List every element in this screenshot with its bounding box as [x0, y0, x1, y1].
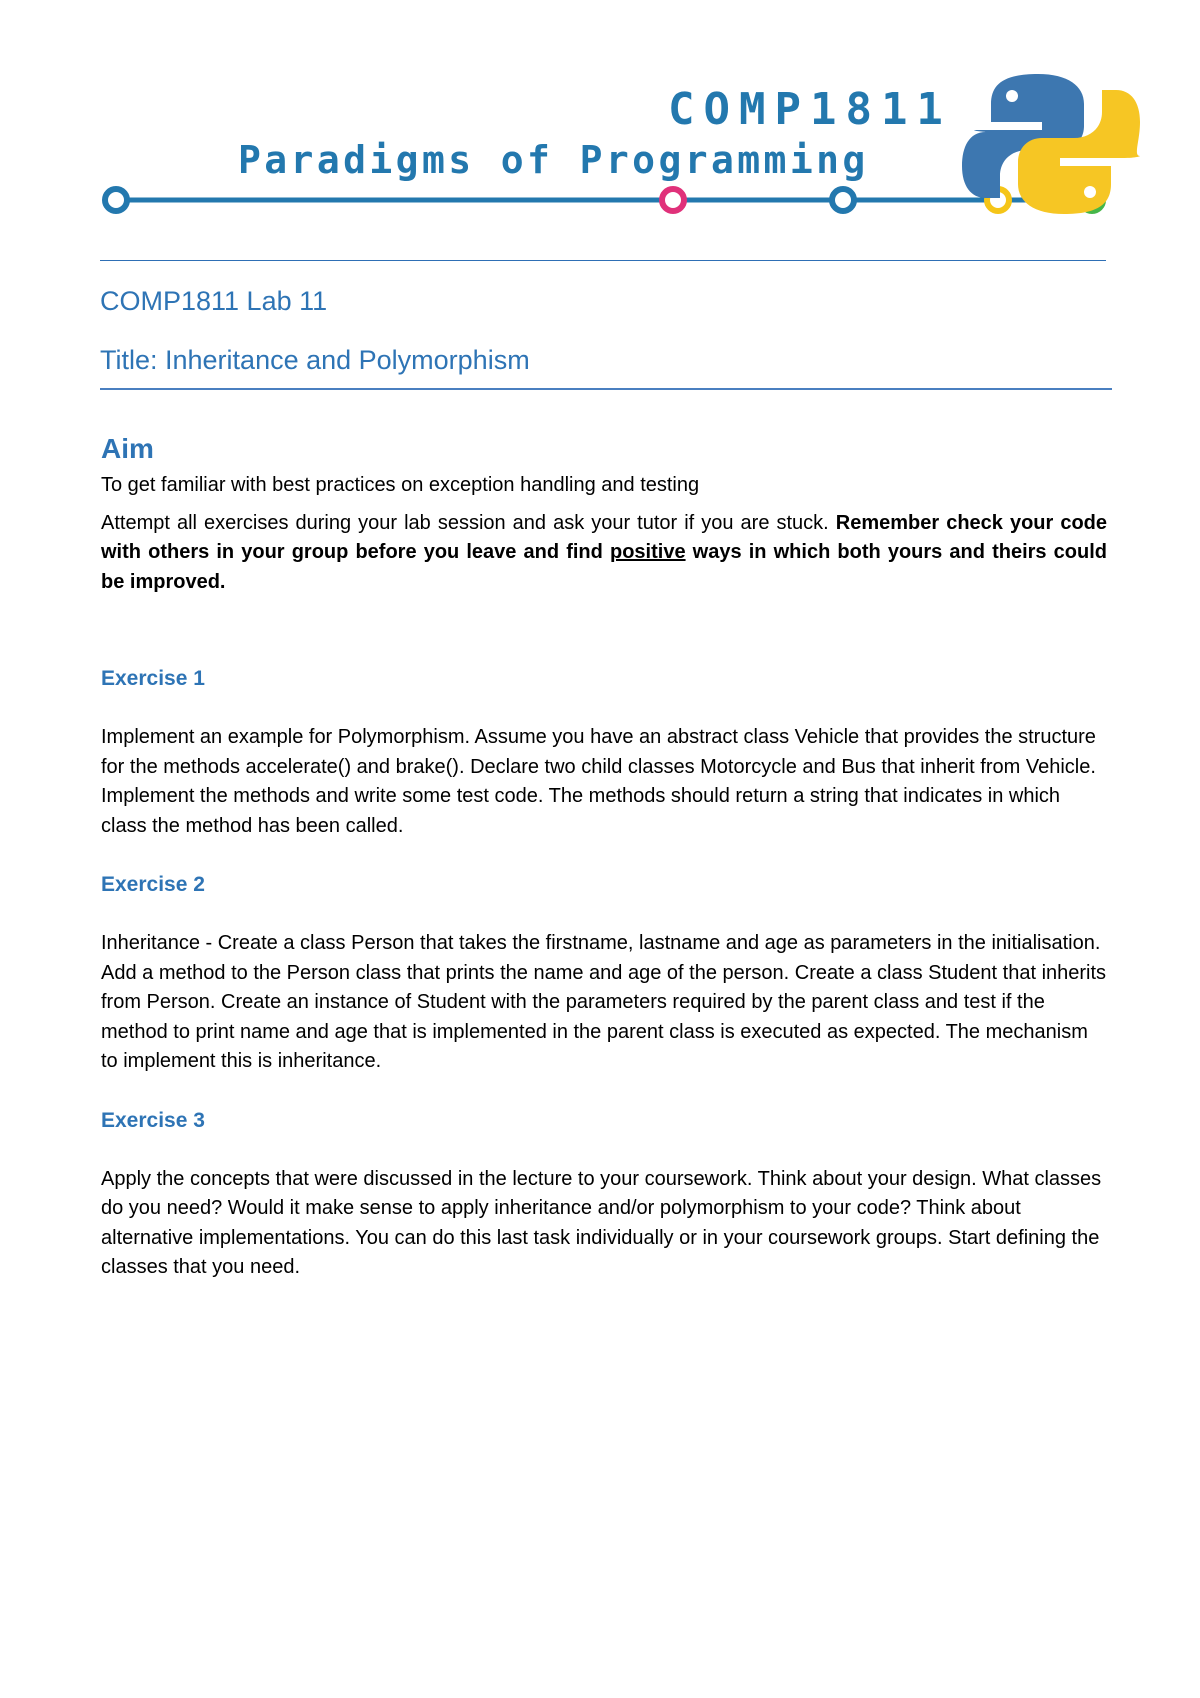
- lab-title: COMP1811 Lab 11: [100, 286, 328, 316]
- header-divider: [100, 260, 1106, 261]
- instructions-paragraph: [101, 509, 1107, 598]
- exercise-1-body: Implement an example for Polymorphism. Assume you have an abstract class Vehicle that provides the structure for the methods accelerate() and brake(). Declare two child classes Motorcycle and Bus that inherit from Vehicle. Implement the methods and write some test code. The methods should return a string that indicates in which class the method has been called.: [101, 726, 1096, 837]
- lab-subtitle: Title: Inheritance and Polymorphism: [100, 345, 530, 375]
- aim-heading: Aim: [101, 433, 154, 464]
- exercise-2-body: Inheritance - Create a class Person that takes the firstname, lastname and age as parameters in the initialisation. Add a method to the Person class that prints the name and age of the person. Create a class Student that inherits from Person. Create an instance of Student with the parameters required by the parent class and test if the method to print name and age that is implemented in the parent class is executed as expected. The mechanism to implement this is inheritance.: [101, 932, 1107, 1072]
- remember-text-end: ways in which both yours and theirs could be improved.: [101, 541, 1107, 593]
- course-name-title: Paradigms of Programming: [238, 138, 869, 182]
- exercise-3-heading: Exercise 3: [101, 1108, 205, 1132]
- positive-emphasis: positive: [609, 541, 686, 563]
- banner-graphic: [0, 0, 1200, 240]
- course-banner: [0, 0, 1200, 240]
- exercise-3-body: Apply the concepts that were discussed in the lecture to your coursework. Think about your design. What classes do you need? Would it make sense to apply inheritance and/or polymorphism to your code? Think about alternative implementations. You can do this last task individually or in your coursework groups. Start defining the classes that you need.: [101, 1167, 1102, 1278]
- aim-text: To get familiar with best practices on exception handling and testing: [101, 474, 700, 496]
- remember-text: Remember check your code with others in your group before you leave and find: [101, 511, 1108, 563]
- exercise-2-heading: Exercise 2: [101, 873, 205, 896]
- timeline-node-start: [105, 189, 127, 211]
- instructions-text: Attempt all exercises during your lab session and ask your tutor if you are stuck.: [101, 511, 836, 534]
- python-logo-icon: [962, 74, 1140, 214]
- course-code-title: COMP1811: [668, 84, 952, 135]
- exercise-1-heading: Exercise 1: [101, 667, 205, 690]
- document-body: [101, 432, 1107, 1283]
- title-divider: [100, 388, 1112, 390]
- timeline-node-blue: [832, 189, 854, 211]
- timeline-node-magenta: [662, 189, 684, 211]
